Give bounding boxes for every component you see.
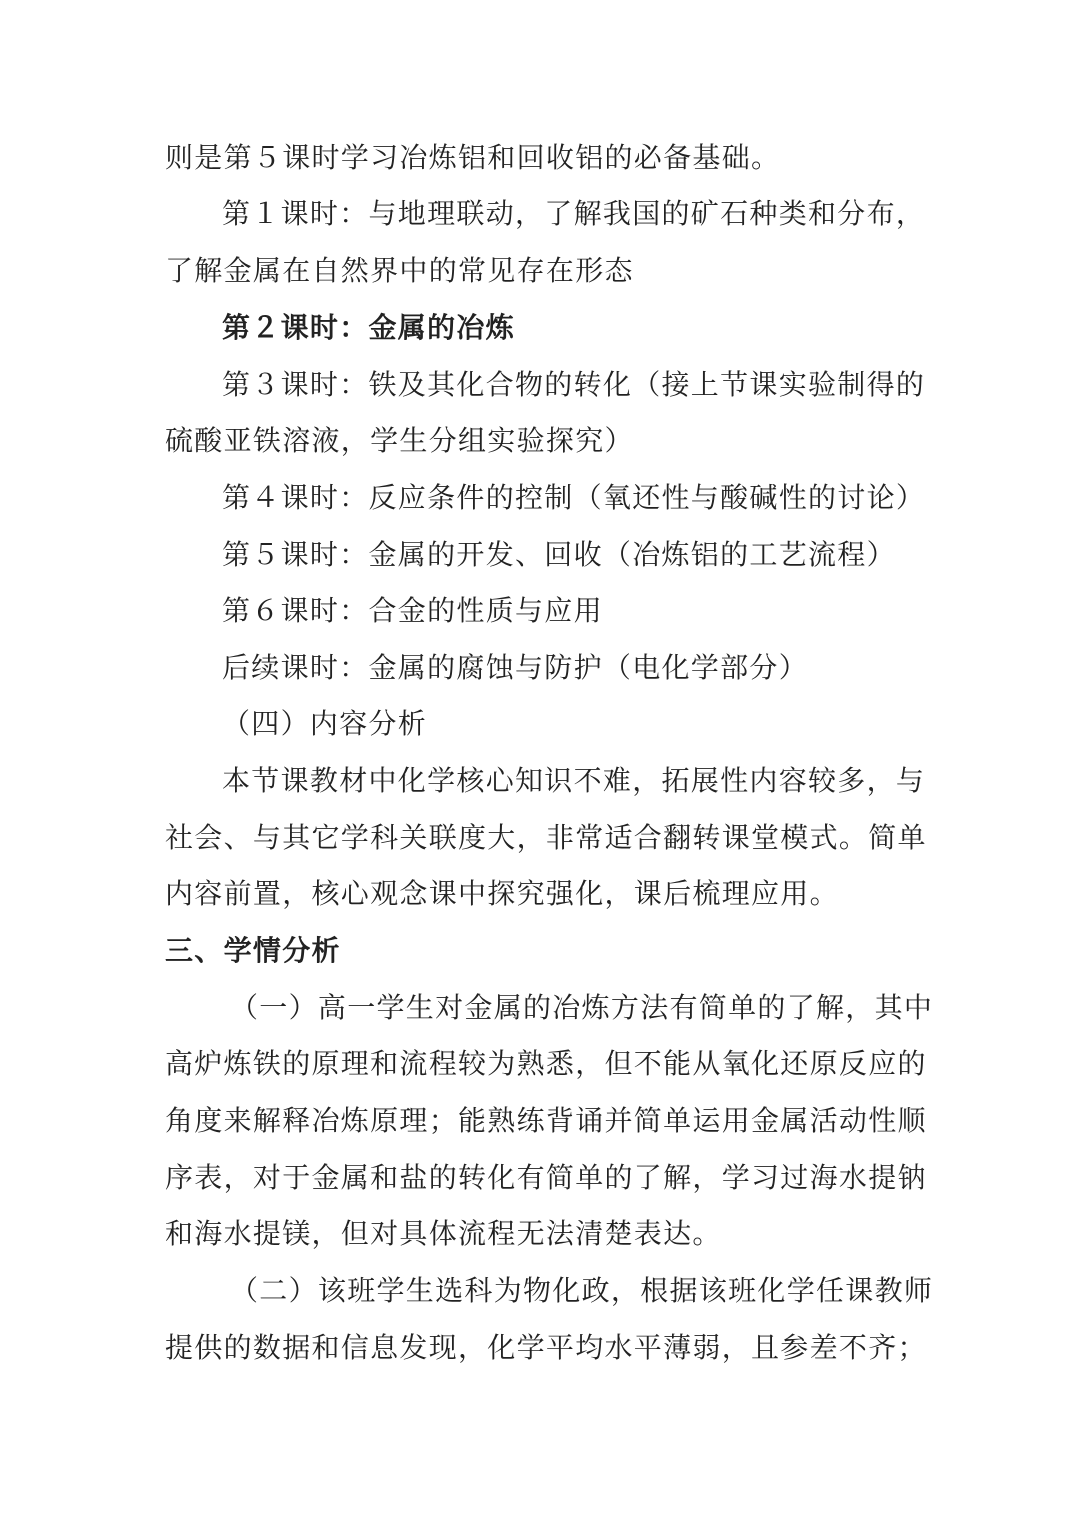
text-line: 内容前置，核心观念课中探究强化，课后梳理应用。	[165, 877, 839, 910]
text-line: （一）高一学生对金属的冶炼方法有简单的了解，其中	[230, 991, 934, 1024]
text-line: 第１课时：与地理联动，了解我国的矿石种类和分布，	[222, 197, 926, 230]
text-line: 第５课时：金属的开发、回收（冶炼铝的工艺流程）	[222, 538, 896, 571]
text-line: 了解金属在自然界中的常见存在形态	[165, 254, 634, 287]
section-heading: 三、学情分析	[165, 934, 341, 967]
text-line: 社会、与其它学科关联度大，非常适合翻转课堂模式。简单	[165, 821, 927, 854]
text-line: 则是第５课时学习冶炼铝和回收铝的必备基础。	[165, 141, 781, 174]
text-line: 高炉炼铁的原理和流程较为熟悉，但不能从氧化还原反应的	[165, 1047, 927, 1080]
text-line: 第３课时：铁及其化合物的转化（接上节课实验制得的	[222, 368, 926, 401]
text-line: 角度来解释冶炼原理；能熟练背诵并简单运用金属活动性顺	[165, 1104, 927, 1137]
text-line: 第４课时：反应条件的控制（氧还性与酸碱性的讨论）	[222, 481, 926, 514]
text-line: 第６课时：合金的性质与应用	[222, 594, 603, 627]
text-line: 后续课时：金属的腐蚀与防护（电化学部分）	[222, 651, 809, 684]
text-line: 提供的数据和信息发现，化学平均水平薄弱，且参差不齐；	[165, 1331, 927, 1364]
text-line: 本节课教材中化学核心知识不难，拓展性内容较多，与	[222, 764, 926, 797]
section-heading: 第２课时：金属的冶炼	[222, 311, 516, 344]
text-line: 硫酸亚铁溶液，学生分组实验探究）	[165, 424, 634, 457]
text-line: 和海水提镁，但对具体流程无法清楚表达。	[165, 1217, 722, 1250]
text-line: 序表，对于金属和盐的转化有简单的了解，学习过海水提钠	[165, 1161, 927, 1194]
subsection-heading: （四）内容分析	[222, 707, 428, 740]
text-line: （二）该班学生选科为物化政，根据该班化学任课教师	[230, 1274, 934, 1307]
